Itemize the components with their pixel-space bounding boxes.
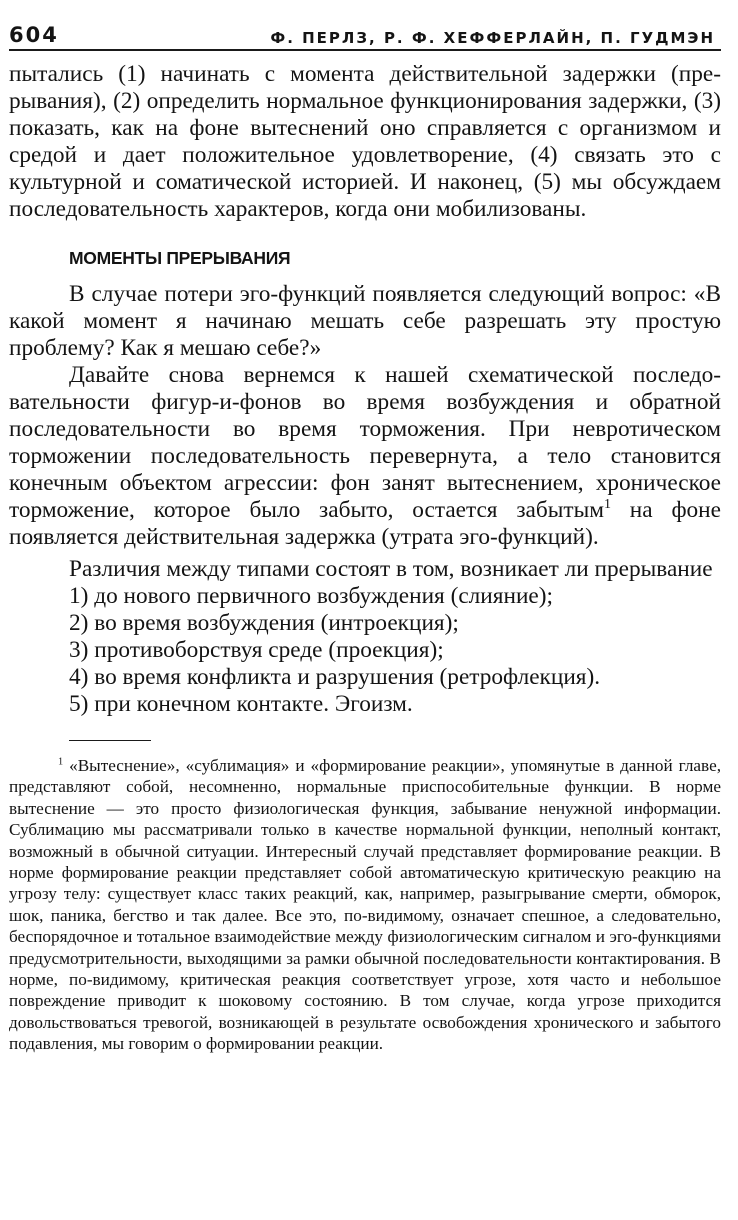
list-item: 4) во время конфликта и разрушения (ретрофлекция). [69, 664, 601, 690]
footnote-reference: 1 [603, 497, 611, 513]
running-head-authors: Ф. ПЕРЛЗ, Р. Ф. ХЕФФЕРЛАЙН, П. ГУДМЭН [270, 29, 715, 47]
footnote-text: «Вытеснение», «сублимация» и «формирование реакции», упомянутые в данной главе, представляют собой, несомненно, нормальные приспособительные функции. В норме вытеснение — это просто физиологическая функция, забывание ненужной информации. Сублимацию мы рассматривали только в качестве нормальной функции, неполный контакт, возможный в обычной ситуации. Интересный случай представляет формирование реакции. В норме формирование реакции представляет собой автоматическую критическую реакцию на угрозу телу: существует класс таких реакций, как, например, разыгрывание смерти, обморок, шок, паника, бегство и так далее. Все это, по-видимому, означает спешное, а следовательно, беспорядочное и тотальное взаимодействие между физиологическим сигналом и эго-функциями предусмотрительности, выходящими за рамки обычной последовательности контактирования. В норме, по-видимому, критическая реакция соответствует угрозе, хотя часто и небольшое повреждение приводит к шоковому состоянию. В том случае, когда угрозе приходится довольствоваться тревогой, возникающей в результате освобождения хронического и забытого подавления, мы говорим о формировании реакции. [9, 756, 721, 1054]
list-item: 2) во время возбуждения (интроекция); [69, 610, 459, 636]
paragraph-questions: В случае потери эго-функций появляется следующий вопрос: «В какой момент я начинаю мешать себе разрешать эту простую проблему? Как я мешаю себе?» [9, 281, 721, 361]
body-text [9, 61, 721, 718]
section-heading: МОМЕНТЫ ПРЕРЫВАНИЯ [69, 248, 291, 268]
paragraph-types: Различия между типами состоят в том, возникает ли прерывание [69, 556, 713, 582]
paragraph-sequence-continuation: на фоне появляется действительная задержка (утрата эго-функций). [9, 497, 721, 550]
running-head [9, 22, 721, 51]
footnote [9, 755, 721, 1055]
footnote-divider [69, 740, 151, 741]
list-item: 3) противоборствуя среде (проекция); [69, 637, 444, 663]
list-item: 1) до нового первичного возбуждения (слияние); [69, 583, 553, 609]
intro-paragraph: пытались (1) начинать с момента действительной задержки (прерывания), (2) определить нормальное функционирования задержки, (3) показать, как на фоне вытеснений оно справляется с организмом и средой и дает положительное удовлетворение, (4) связать это с культурной и соматической историей. И наконец, (5) мы обсуждаем последовательность характеров, когда они мобилизованы. [9, 61, 721, 222]
footnote-mark: 1 [58, 756, 64, 768]
paragraph-sequence [9, 362, 721, 551]
page-number: 604 [9, 23, 59, 47]
book-page [9, 22, 721, 1055]
paragraph-sequence-text: Давайте снова вернемся к нашей схематической последовательности фигур-и-фонов во время возбуждения и обратной последовательности во время торможения. При невротическом торможении последовательность перевернута, а тело становится конечным объектом агрессии: фон занят вытеснением, хроническое торможение, которое было забыто, остается забытым [9, 362, 721, 523]
list-item: 5) при конечном контакте. Эгоизм. [69, 691, 413, 717]
interruption-list [9, 583, 721, 718]
